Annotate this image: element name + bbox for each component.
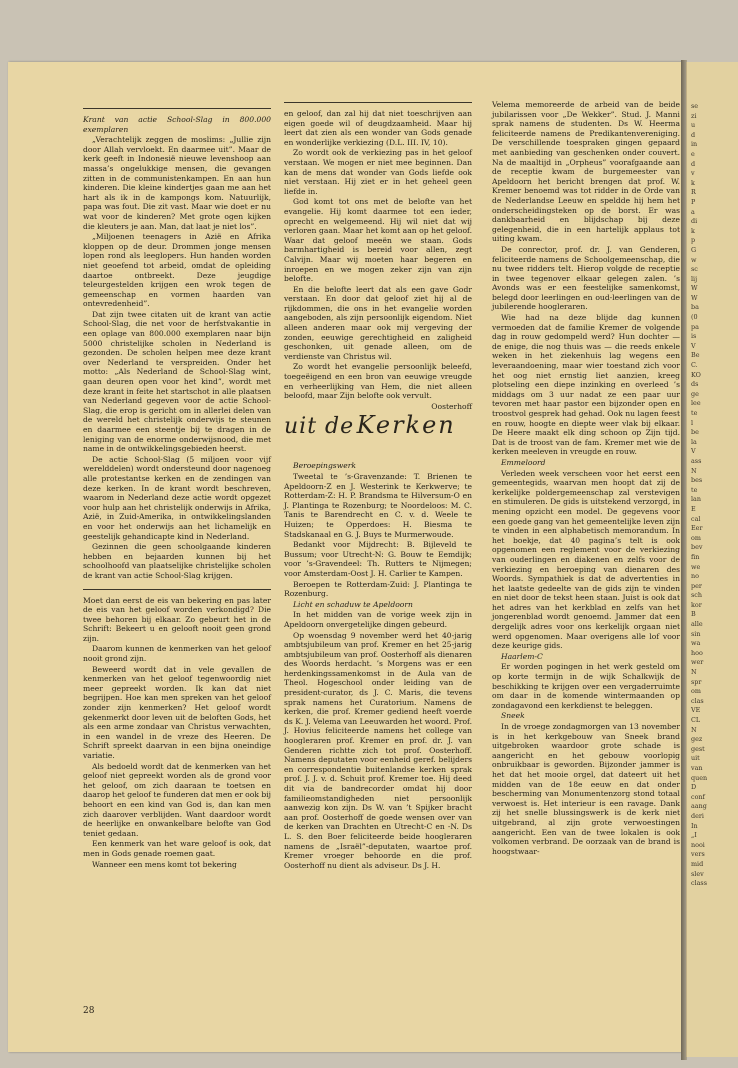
next-page-fragment: zi xyxy=(691,111,697,120)
paragraph: Beroepen te Rotterdam-Zuid: J. Plantinga te Rozenburg. xyxy=(284,579,472,599)
column-left xyxy=(83,106,271,870)
next-page-fragment: e xyxy=(691,149,695,158)
next-page-fragment: slev xyxy=(691,869,704,878)
paragraph: Wie had na deze blijde dag kunnen vermoeden dat de familie Kremer de volgende dag in rouw gedompeld werd? Hun dochter — de enige, die nog thuis was — die reeds enkele weken in het ziekenhuis lag wegens een leveraandoening, maar wier toestand zich voor het oog niet ernstig liet aanzien, kreeg plotseling een diepe inzinking en overleed ’s middags om 3 uur nadat ze een paar uur tevoren met haar pastor een bijzonder open en troostvol gesprek had gehad. Ook nu lagen feest en rouw, hoogte en diepte weer vlak bij elkaar. De Heere maakt elk ding schoon op Zijn tijd. Dat is de troost van de fam. Kremer met wie de kerken meeleven in vreugde en rouw. xyxy=(492,313,680,457)
next-page-fragment: om xyxy=(691,533,701,542)
paragraph: „Miljoenen teenagers in Azië en Afrika kloppen op de deur. Drommen jonge mensen lopen rond als leeglopers. Hun handen worden niet geoefend tot arbeid, omdat de opleiding daartoe ontbreekt. Deze jeugdige teleurgestelden krijgen een wrok tegen de gemeenschap en vormen haarden van ontevredenheid”. xyxy=(83,232,271,309)
next-page-fragment: KO xyxy=(691,370,701,379)
next-page-fragment: p xyxy=(691,236,696,245)
next-page-fragment: la xyxy=(691,437,697,446)
next-page-fragment: CL xyxy=(691,716,701,724)
next-page-fragment: d xyxy=(691,159,696,168)
next-page-fragment: alle xyxy=(691,620,703,629)
next-page-fragment: N xyxy=(691,466,697,475)
next-page-fragment: ds xyxy=(691,380,699,389)
next-page-fragment: D xyxy=(691,783,697,792)
signature: Oosterhoff xyxy=(431,401,472,411)
next-page-fragment: v xyxy=(691,169,695,178)
column-middle xyxy=(284,100,472,871)
next-page-fragment: in xyxy=(691,140,698,149)
next-page-edge xyxy=(686,62,738,1057)
next-page-fragment: (0 xyxy=(691,313,698,322)
section-title: Haarlem-C xyxy=(501,651,543,661)
next-page-fragment: G xyxy=(691,245,697,254)
column-right xyxy=(492,100,680,857)
paragraph: Zo wordt ook de verkiezing pas in het geloof verstaan. We mogen er niet mee beginnen. Dan kan de mens dat wonder van Gods liefde ook niet verstaan. Hij ziet er in het geheel geen liefde in. xyxy=(284,148,472,196)
next-page-fragment: sch xyxy=(691,591,702,600)
next-page-fragment: cal xyxy=(691,514,701,523)
paragraph: In het midden van de vorige week zijn in Apeldoorn onvergetelijke dingen gebeurd. xyxy=(284,610,472,629)
paragraph: Gezinnen die geen schoolgaande kinderen hebben en bejaarden kunnen bij het schoolhoofd van plaatselijke christelijke scholen de krant van actie School-Slag krijgen. xyxy=(83,542,271,580)
paragraph: en geloof, dan zal hij dat niet toeschrijven aan eigen goede wil of deugdzaamheid. Maar hij leert dat zien als een wonder van Gods genade en wonderlijke verkiezing (D.L. III. IV, 10). xyxy=(284,109,472,147)
next-page-fragment: vers xyxy=(691,850,705,859)
next-page-fragment: mid xyxy=(691,859,704,868)
next-page-fragment: be xyxy=(691,428,699,437)
paragraph: Velema memoreerde de arbeid van de beide jubilarissen voor „De Wekker”. Stud. J. Manni sprak namens de studenten. Ds W. Heerma feliciteerde namens de Predikantenvereniging. De verschillende toespraken gingen gepaard met aanbieding van geschenken onder couvert. Na de maaltijd in „Orpheus” voorafgaande aan de receptie kwam de burgemeester van Apeldoorn het bericht brengen dat prof. W. Kremer benoemd was tot ridder in de Orde van de Nederlandse Leeuw en speldde hij hem het onderscheidingsteken op de borst. Er was dankbaarheid en blijdschap bij deze gelegenheid, die in een hartelijk applaus tot uiting kwam. xyxy=(492,100,680,244)
next-page-fragment: u xyxy=(691,121,696,130)
next-page-fragment: d xyxy=(691,130,696,139)
next-page-fragment: te xyxy=(691,485,698,494)
next-page-fragment: In xyxy=(691,821,698,830)
next-page-fragment: hoo xyxy=(691,648,703,657)
paragraph: Daarom kunnen de kenmerken van het geloof nooit grond zijn. xyxy=(83,644,271,664)
next-page-fragment: lij xyxy=(691,274,698,283)
next-page-fragment: C. xyxy=(691,361,698,370)
next-page-fragment: P xyxy=(691,197,696,206)
next-page-fragment: „I xyxy=(691,831,697,840)
paragraph: De conrector, prof. dr. J. van Genderen, feliciteerde namens de Schoolgemeenschap, die nu twee ridders telt. Hierop volgde de receptie in twee tegenover elkaar gelegen zalen. ’s Avonds was er een feestelijke samenkomst, belegd door leerlingen en oud-leerlingen van de jubilerende hoogleraren. xyxy=(492,244,680,312)
paragraph: De actie School-Slag (5 miljoen voor vijf werelddelen) wordt ondersteund door nagenoeg alle protestantse kerken en de zendingen van deze kerken. In de krant wordt beschreven, waarom in Nederland deze actie wordt opgezet voor hulp aan het christelijk onderwijs in Afrika, Azië, in Zuid-Amerika, in ontwikkelingslanden en voor het onderwijs aan het lichamelijk en geestelijk gehandicapte kind in Nederland. xyxy=(83,454,271,541)
next-page-fragment: R xyxy=(691,188,696,197)
next-page-fragment: l xyxy=(691,418,694,427)
paragraph: Als bedoeld wordt dat de kenmerken van het geloof niet gepreekt worden als de grond voor het geloof, om zich daaraan te toetsen en daarop het geloof te funderen dat men er ook bij behoort en een kind van God is, dan kan men zich daarover verblijden. Want daardoor wordt de heerlijke en onwankelbare belofte van God teniet gedaan. xyxy=(83,761,271,838)
next-page-fragment: V xyxy=(691,341,696,350)
heading-kerken: Kerken xyxy=(356,411,456,440)
next-page-fragment: V xyxy=(691,447,696,456)
paragraph: Tweetal te ’s-Gravenzande: T. Brienen te Apeldoorn-Z en J. Westerink te Kerkwerve; te Rotterdam-Z: H. P. Brandsma te Hilversum-O en J. Plantinga te Rozenburg; te Noordeloos: M. C. Tanis te Barendrecht en C. v. d. Weele te Huizen; te Opperdoes: H. Biesma te Stadskanaal en G. J. Buys te Murmerwoude. xyxy=(284,472,472,539)
next-page-fragment: Be xyxy=(691,351,700,360)
next-page-fragment: Eer xyxy=(691,524,703,533)
next-page-fragment: sin xyxy=(691,629,701,638)
next-page-fragment: di xyxy=(691,217,698,226)
next-page-fragment: we xyxy=(691,562,701,571)
next-page-fragment: B xyxy=(691,610,696,619)
next-page-fragment: gez xyxy=(691,735,703,744)
next-page-fragment: ge xyxy=(691,389,699,398)
next-page-fragment: N xyxy=(691,725,697,734)
next-page-fragment: wer xyxy=(691,658,704,667)
next-page-fragment: gest xyxy=(691,744,705,753)
section-heading-uit-de-kerken xyxy=(284,411,472,451)
heading-uit-de: uit de xyxy=(284,414,355,440)
divider xyxy=(284,102,472,103)
paragraph: Dat zijn twee citaten uit de krant van actie School-Slag, die net voor de herfstvakantie in een oplage van 800.000 exemplaren naar bijn 5000 christelijke scholen in Nederland is gezonden. De scholen helpen mee deze krant over Nederland te verspreiden. Onder het motto: „Als Nederland de School-Slag wint, gaan deuren open voor het kind”, wordt met deze krant in feite het startschot in alle plaatsen van Nederland gegeven voor de actie School-Slag, die erop is gericht om in allerlei delen van de wereld het christelijk onderwijs te steunen en daarmee een steentje bij te dragen in de leniging van de enorme onderwijsnood, die met name in de ontwikkelingsgebieden heerst. xyxy=(83,309,271,454)
section-title: Licht en schaduw te Apeldoorn xyxy=(293,599,413,609)
paragraph: „Verachtelijk zeggen de moslims: „Jullie zijn door Allah vervloekt. En daarmee uit”. Maar de kerk geeft in Indonesië nieuwe levenshoop aan massa’s ongelukkige mensen, die gevangen zitten in de communistenkampen. En aan hun kinderen. Die kleine kindertjes gaan me aan het hart als ik in de kampongs kom. Natuurlijk, papa was fout. Die zit vast. Maar wie doet er nu wat voor de kinderen? Met grote ogen kijken die kleuters je aan. Man, dat laat je niet los”. xyxy=(83,135,271,231)
next-page-fragment: te xyxy=(691,409,698,417)
next-page-fragment: W xyxy=(691,293,698,302)
next-page-fragment: k xyxy=(691,226,695,235)
next-page-fragment: van xyxy=(691,763,703,772)
next-page-fragment: lan xyxy=(691,495,701,504)
next-page-fragment: w xyxy=(691,255,697,264)
next-page-fragment: k xyxy=(691,178,695,187)
section-title: Beroepingswerk xyxy=(293,461,356,471)
paragraph: Beweerd wordt dat in vele gevallen de kenmerken van het geloof tegenwoordig niet meer gepreekt worden. Ik kan dat niet begrijpen. Hoe kan men spreken van het geloof zonder zijn kenmerken? Het geloof wordt gekenmerkt door leven uit de beloften Gods, het als een arme zondaar van Christus verwachten, in een wandel in de vreze des Heeren. De Schrift spreekt daarvan in een bijna oneindige variatie. xyxy=(83,664,271,760)
next-page-fragment: se xyxy=(691,102,699,110)
next-page-fragment: kor xyxy=(691,600,702,609)
next-page-fragment: bev xyxy=(691,543,703,552)
section-title: Sneek xyxy=(501,711,525,721)
next-page-fragment: W xyxy=(691,284,698,293)
next-page-fragment: fin xyxy=(691,552,700,561)
next-page-fragment: uit xyxy=(691,754,700,763)
next-page-fragment: E xyxy=(691,504,696,513)
paragraph: Op woensdag 9 november werd het 40-jarig ambtsjubileum van prof. Kremer en het 25-jarig ambtsjubileum van prof. Oosterhoff als dienaren des Woords herdacht. ’s Morgens was er een herdenkingssamenkomst in de Aula van de Theol. Hogeschool onder leiding van de president-curator, ds J. C. Maris, die tevens sprak namens het Curatorium. Namens de kerken, die prof. Kremer gediend heeft voerde ds K. J. Velema van Leeuwarden het woord. Prof. J. Hovius feliciteerde namens het college van hoogleraren prof. Kremer en prof. dr. J. van Genderen richtte zich tot prof. Oosterhoff. Namens deputaten voor eenheid geref. belijders en correspondentie buitenlandse kerken sprak prof. J. J. v. d. Schuit prof. Kremer toe. Hij deed dit via de bandrecorder omdat hij door familieomstandigheden niet persoonlijk aanwezig kon zijn. Ds W. van ’t Spijker bracht aan prof. Oosterhoff de goede wensen over van de kerken van Drachten en Utrecht-C en -N. Ds L. S. den Boer feliciteerde beide hoogleraren namens de „Israël”-deputaten, waartoe prof. Kremer vroeger behoorde en die prof. Oosterhoff nu dient als adviseur. Ds J. H. xyxy=(284,630,472,870)
magazine-page xyxy=(8,62,683,1052)
next-page-fragment: nooi xyxy=(691,840,705,849)
next-page-fragment: N xyxy=(691,668,697,677)
paragraph: Een kenmerk van het ware geloof is ook, dat men in Gods genade roemen gaat. xyxy=(83,839,271,858)
paragraph: Verleden week verscheen voor het eerst een gemeentegids, waarvan men hoopt dat zij de kerkelijke poldergemeenschap zal verstevigen en stimuleren. De gids is uitstekend verzorgd, in mening opzicht een model. De gegevens voor een goede gang van het gemeentelijke leven zijn te vinden in een alphabetisch memorandum. In het boekje, dat 40 pagina’s telt is ook opgenomen een reglement voor de verkiezing van ouderlingen en diakenen en zelfs voor de verkiezing en beroeping van dienaren des Woords. Sympathiek is dat de advertenties in het laatste gedeelte van de gids zijn te vinden en niet door de tekst heen staan. Juist is ook dat het adres van het kerkblad en zelfs van het jongerenblad wordt genoemd. Jammer dat een dergelijk adres voor ons kerkelijk orgaan niet werd opgenomen. Maar overigens alle lof voor deze keurige gids. xyxy=(492,468,680,651)
paragraph: God komt tot ons met de belofte van het evangelie. Hij komt daarmee tot een ieder, oprecht en welgemeend. Hij wil niet dat wij verloren gaan. Maar het komt aan op het geloof. Waar dat geloof meeën we staan. Gods barmhartigheid is bereid voor allen, zegt Calvijn. Maar wij moeten haar begeren en inroepen en we mogen zeker zijn van zijn belofte. xyxy=(284,197,472,284)
next-page-fragment: aang xyxy=(691,802,707,811)
next-page-fragment: lee xyxy=(691,399,701,408)
next-page-fragment: bes xyxy=(691,476,703,485)
next-page-fragment: clas xyxy=(691,696,704,705)
page-number: 28 xyxy=(83,1006,95,1016)
paragraph: Wanneer een mens komt tot bekering xyxy=(92,859,237,869)
next-page-fragment: om xyxy=(691,687,701,696)
divider xyxy=(83,108,271,109)
next-page-fragment: VE xyxy=(691,706,701,715)
next-page-fragment: ba xyxy=(691,303,699,312)
paragraph: Bedankt voor Mijdrecht: B. Bijleveld te Bussum; voor Utrecht-N: G. Bouw te Eemdijk; voor ’s-Gravendeel: Th. Rutters te Nijmegen; voor Amsterdam-Oost J. H. Carlier te Kampen. xyxy=(284,540,472,578)
next-page-fragment: no xyxy=(691,572,699,581)
paragraph: Zo wordt het evangelie persoonlijk beleefd, toegeëigend en een bron van eeuwige vreugde en verheerlijking van Hem, die niet alleen beloofd, maar Zijn belofte ook vervult. xyxy=(284,362,472,401)
next-page-fragment: per xyxy=(691,581,702,590)
paragraph: Moet dan eerst de eis van bekering en pas later de eis van het geloof worden verkondigd? Die twee behoren bij elkaar. Zo gebeurt het in de Schrift: Bekeert u en gelooft nooit geen grond zijn. xyxy=(83,595,271,643)
next-page-fragment: a xyxy=(691,207,695,216)
next-page-fragment: pa xyxy=(691,322,699,331)
next-page-text-fragments xyxy=(691,102,737,889)
paragraph: In de vroege zondagmorgen van 13 november is in het kerkgebouw van Sneek brand uitgebroken waardoor grote schade is aangericht en het gebouw voorlopig onbruikbaar is geworden. Bijzonder jammer is het dat het mooie orgel, dat dateert uit het midden van de 18e eeuw en dat onder bescherming van Monumentenzorg stond totaal verwoest is. Het interieur is een ravage. Dank zij het snelle blussingswerk is de kerk niet uitgebrand, al zijn grote verwoestingen aangericht. Een van de twee lokalen is ook volkomen verbrand. De oorzaak van de brand is hoogstwaar- xyxy=(492,722,680,856)
next-page-fragment: quen xyxy=(691,773,708,782)
next-page-fragment: ass xyxy=(691,456,702,465)
next-page-fragment: spr xyxy=(691,677,702,686)
next-page-fragment: class xyxy=(691,879,707,888)
next-page-fragment: sc xyxy=(691,265,698,274)
divider xyxy=(83,589,271,590)
paragraph: En die belofte leert dat als een gave Godr verstaan. En door dat geloof ziet hij al de rijkdommen, die ons in het evangelie worden aangeboden, als zijn persoonlijk eigendom. Niet alleen anderen maar ook mij vergeving der zonden, eeuwige gerechtigheid en zaligheid geschonken, uit genade alleen, om de verdienste van Christus wil. xyxy=(284,284,472,361)
paragraph: Er worden pogingen in het werk gesteld om op korte termijn in de wijk Schalkwijk de beschikking te krijgen over een vergaderruimte om daar in de komende wintermaanden op zondagavond een kerkdienst te beleggen. xyxy=(492,662,680,710)
next-page-fragment: wa xyxy=(691,639,701,648)
article-title: Krant van actie School-Slag in 800.000 exemplaren xyxy=(83,115,271,134)
next-page-fragment: is xyxy=(691,332,697,341)
next-page-fragment: deri xyxy=(691,811,704,820)
section-title: Emmeloord xyxy=(501,457,546,467)
next-page-fragment: conf xyxy=(691,792,705,801)
